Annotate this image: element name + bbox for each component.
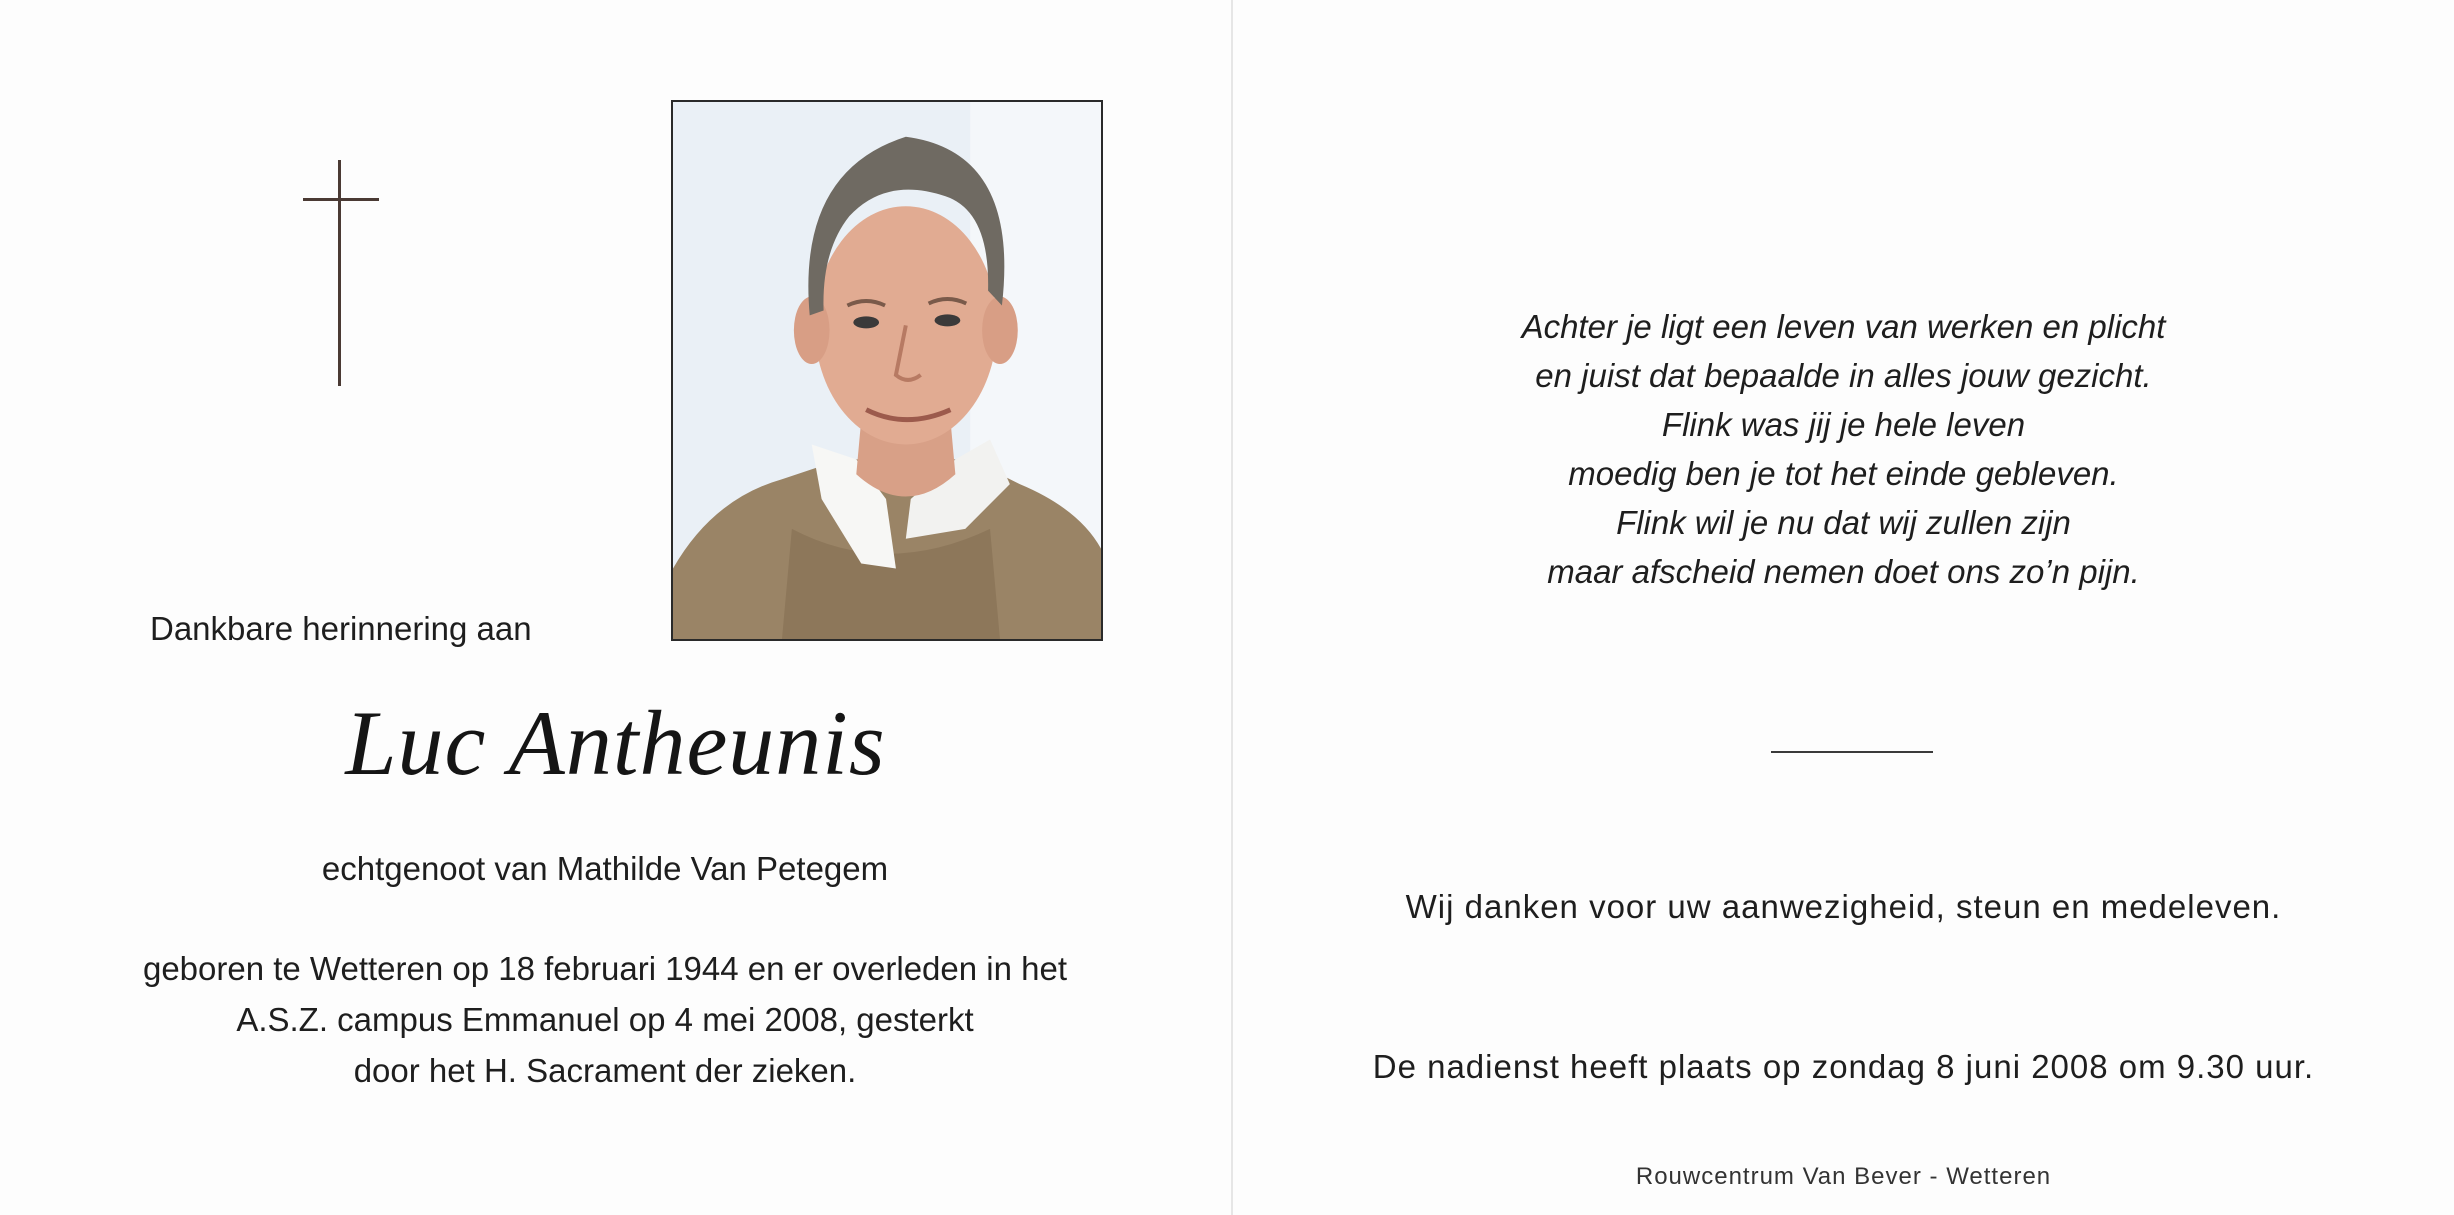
bio-text (0, 943, 1210, 1096)
bio-line: door het H. Sacrament der zieken. (353, 1052, 857, 1089)
poem-line: Achter je ligt een leven van werken en plicht (1521, 308, 2166, 345)
bio-line: geboren te Wetteren op 18 februari 1944 en er overleden in het (142, 950, 1068, 987)
portrait-photo (671, 100, 1103, 641)
poem-line: Flink wil je nu dat wij zullen zijn (1616, 504, 2071, 541)
deceased-name: Luc Antheunis (345, 692, 886, 794)
poem-line: moedig ben je tot het einde gebleven. (1568, 455, 2119, 492)
funeral-home-text: Rouwcentrum Van Bever - Wetteren (1635, 1163, 2052, 1190)
thanks-text: Wij danken voor uw aanwezigheid, steun en medeleven. (1405, 888, 2282, 925)
right-panel (1233, 0, 2454, 1215)
portrait-image (673, 102, 1101, 639)
spouse-text: echtgenoot van Mathilde Van Petegem (321, 850, 889, 887)
bio-line: A.S.Z. campus Emmanuel op 4 mei 2008, gesterkt (236, 1001, 974, 1038)
poem-line: en juist dat bepaalde in alles jouw gezicht. (1535, 357, 2152, 394)
poem-line: Flink was jij je hele leven (1661, 406, 2026, 443)
poem (1233, 302, 2454, 596)
divider-line (1771, 751, 1933, 753)
poem-line: maar afscheid nemen doet ons zo’n pijn. (1547, 553, 2140, 590)
intro-text: Dankbare herinnering aan (150, 610, 532, 647)
service-text: De nadienst heeft plaats op zondag 8 juni 2008 om 9.30 uur. (1372, 1048, 2315, 1085)
